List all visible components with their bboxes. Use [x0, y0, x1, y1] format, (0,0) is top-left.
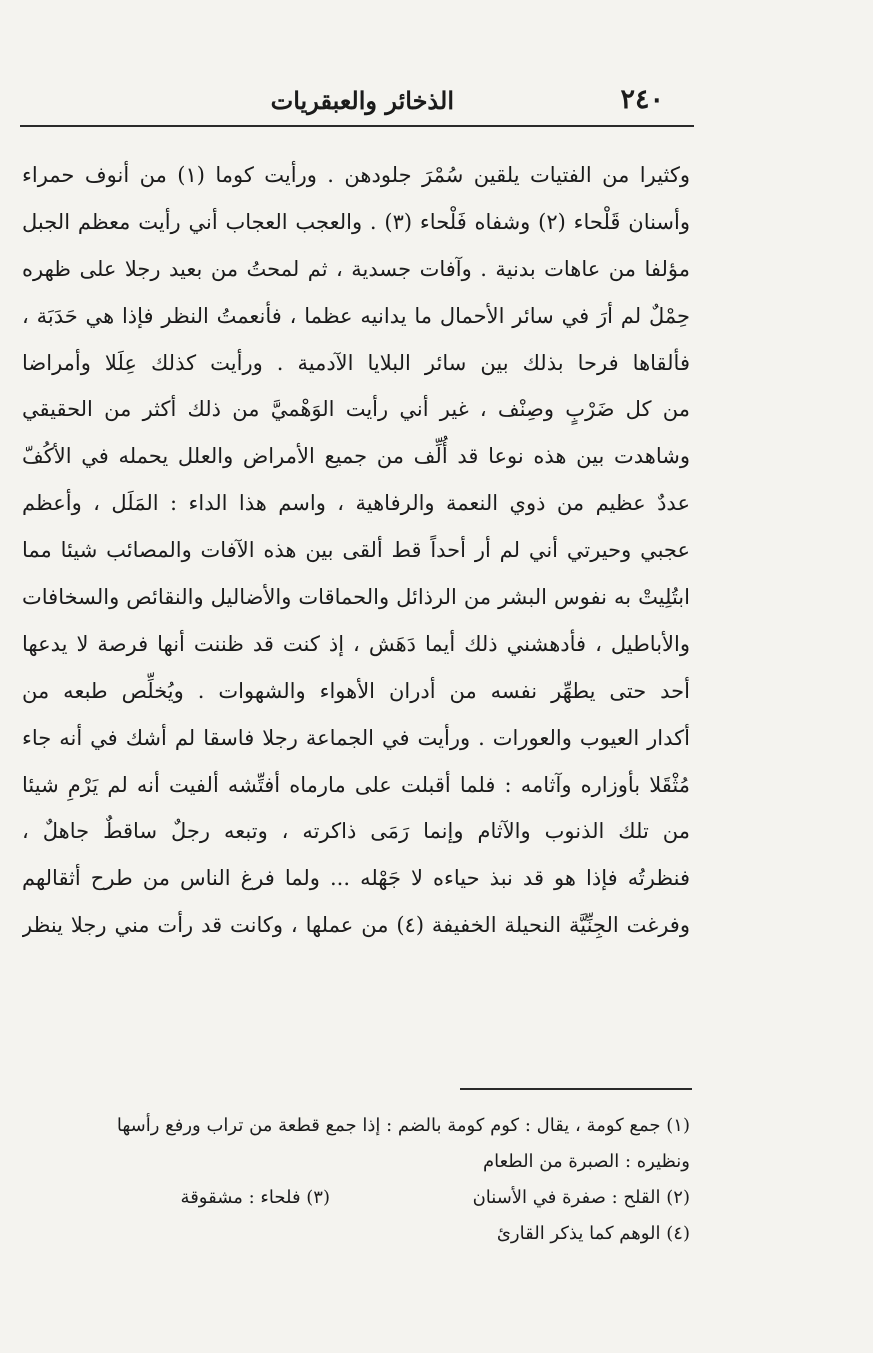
- header-divider: [20, 125, 694, 127]
- page-header: [20, 78, 694, 122]
- running-title: الذخائر والعبقريات: [270, 86, 454, 115]
- text-line: وكثيرا من الفتيات يلقين سُمْرَ جلودهن . ورأيت كوما (١) من أنوف حمراء: [22, 163, 690, 187]
- footnote-1-continued: ونظيره : الصبرة من الطعام: [482, 1151, 690, 1172]
- text-line: من تلك الذنوب والآثام وإنما رَمَى ذاكرته ، وتبعه رجلٌ ساقطٌ جاهلٌ ،: [22, 819, 690, 844]
- text-line: من كل ضَرْبٍ وصِنْف ، غير أني رأيت الوَهْميَّ من ذلك أكثر من الحقيقي: [22, 397, 690, 422]
- text-line: وأسنان قَلْحاء (٢) وشفاه فَلْحاء (٣) . والعجب العجاب أني رأيت معظم الجبل: [22, 209, 690, 234]
- main-text: [22, 152, 690, 949]
- text-line: أحد حتى يطهِّر نفسه من أدران الأهواء والشهوات . ويُخلِّص طبعه من: [22, 678, 690, 703]
- text-line: أكدار العيوب والعورات . ورأيت في الجماعة رجلا فاسقا لم أشك في أنه جاء: [22, 725, 690, 750]
- text-line: حِمْلٌ لم أرَ في سائر الأحمال ما يدانيه عظما ، فأنعمتُ النظر فإذا هي حَدَبَة ،: [22, 303, 690, 328]
- footnotes: [30, 1108, 690, 1252]
- text-line: فألقاها فرحا بذلك بين سائر البلايا الآدمية . ورأيت كذلك عِلَلا وأمراضا: [22, 350, 690, 375]
- text-line: وفرغت الجِنِّيَّة النحيلة الخفيفة (٤) من عملها ، وكانت قد رأت مني رجلا ينظر: [22, 913, 690, 938]
- text-line: والأباطيل ، فأدهشني ذلك أيما دَهَش ، إذ كنت قد ظننت أنها فرصة لا يدعها: [22, 631, 690, 656]
- text-line: مؤلفا من عاهات بدنية . وآفات جسدية ، ثم لمحتُ من بعيد رجلا على ظهره: [22, 256, 690, 281]
- footnote-2: (٢) القلح : صفرة في الأسنان: [472, 1187, 690, 1208]
- page-number: ٢٤٠: [620, 84, 664, 115]
- text-line: وشاهدت بين هذه نوعا قد أُلِّف من جميع الأمراض والعلل يحمله في الأكُفّ: [22, 444, 690, 469]
- text-line: ابتُلِيتْ به نفوس البشر من الرذائل والحماقات والأضاليل والنقائص والسخافات: [22, 585, 690, 610]
- footnote-3: (٣) فلحاء : مشقوقة: [180, 1187, 330, 1208]
- text-line: مُثْقَلا بأوزاره وآثامه : فلما أقبلت على مارماه أفتِّشه ألفيت أنه لم يَرْمِ شيئا: [22, 772, 690, 797]
- footnote-1: (١) جمع كومة ، يقال : كوم كومة بالضم : إذا جمع قطعة من تراب ورفع رأسها: [116, 1115, 690, 1136]
- footnote-row: [30, 1180, 690, 1216]
- text-line: عددٌ عظيم من ذوي النعمة والرفاهية ، واسم هذا الداء : المَلَل ، وأعظم: [22, 491, 690, 516]
- text-line: فنظرتُه فإذا هو قد نبذ حياءه لا جَهْله ... ولما فرغ الناس من طرح أثقالهم: [22, 866, 690, 891]
- text-line: عجبي وحيرتي أني لم أر أحداً قط ألقى بين هذه الآفات والمصائب شيئا مما: [22, 538, 690, 563]
- footnote-4: (٤) الوهم كما يذكر القارئ: [496, 1223, 690, 1244]
- footnote-divider: [460, 1088, 692, 1090]
